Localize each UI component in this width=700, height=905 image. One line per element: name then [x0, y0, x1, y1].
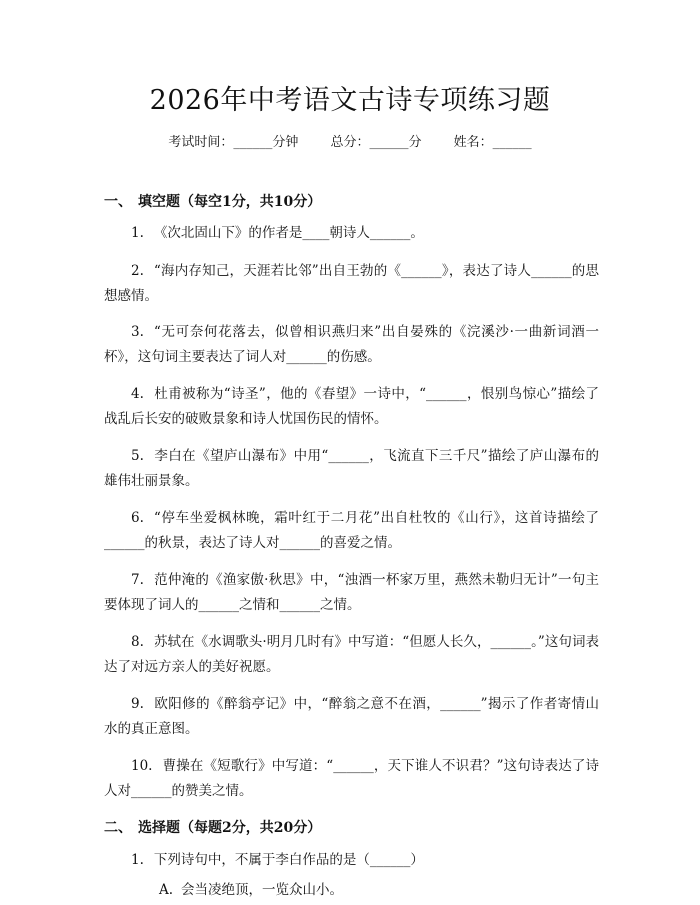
question-number: 4.: [131, 386, 144, 402]
question-number: 5.: [131, 448, 144, 464]
question-text: 曹操在《短歌行》中写道：“______，天下谁人不识君？”这句诗表达了诗人对______的赞美之情。: [104, 758, 599, 799]
question-item: [104, 382, 599, 432]
question-item: [104, 320, 599, 370]
answer-option: [159, 878, 343, 898]
question-number: 8.: [131, 634, 144, 650]
question-number: 6.: [131, 510, 144, 526]
question-number: 1.: [131, 225, 144, 241]
question-text: “无可奈何花落去，似曾相识燕归来”出自晏殊的《浣溪沙·一曲新词酒一杯》，这句词主要表达了词人对______的伤感。: [104, 324, 599, 365]
question-number: 9.: [131, 696, 144, 712]
section-number: 一、: [104, 194, 132, 210]
question-item: [104, 630, 599, 680]
exam-meta: [0, 131, 700, 150]
question-text: 欧阳修的《醉翁亭记》中，“醉翁之意不在酒，______”揭示了作者寄情山水的真正意图。: [104, 696, 599, 737]
question-number: 2.: [131, 263, 144, 279]
question-item: [104, 444, 599, 494]
page-title: 2026年中考语文古诗专项练习题: [149, 85, 551, 116]
exam-time-field: 考试时间：______分钟: [168, 135, 299, 150]
question-item: [104, 259, 599, 309]
section-label: 填空题（每空1分，共10分）: [138, 194, 322, 210]
question-text: “海内存知己，天涯若比邻”出自王勃的《______》，表达了诗人______的思想感情。: [104, 263, 599, 304]
question-item: [104, 754, 599, 804]
question-item: [104, 692, 599, 742]
option-text: 会当凌绝顶，一览众山小。: [181, 882, 344, 898]
section-heading-fill-blank: [104, 191, 321, 211]
question-number: 1.: [131, 852, 144, 868]
question-text: “停车坐爱枫林晚，霜叶红于二月花”出自杜牧的《山行》，这首诗描绘了______的秋景，表达了诗人对______的喜爱之情。: [104, 510, 599, 551]
question-text: 《次北固山下》的作者是____朝诗人______。: [153, 225, 424, 241]
question-text: 范仲淹的《渔家傲·秋思》中，“浊酒一杯家万里，燕然未勒归无计”一句主要体现了词人的______之情和______之情。: [104, 572, 599, 613]
section-label: 选择题（每题2分，共20分）: [138, 820, 322, 836]
question-number: 3.: [131, 324, 144, 340]
question-number: 7.: [131, 572, 144, 588]
question-text: 杜甫被称为“诗圣”，他的《春望》一诗中，“______，恨别鸟惊心”描绘了战乱后长安的破败景象和诗人忧国伤民的情怀。: [104, 386, 599, 427]
option-letter: A.: [159, 882, 174, 898]
question-item: [104, 568, 599, 618]
total-score-field: 总分：______分: [330, 135, 422, 150]
question-item: [104, 506, 599, 556]
question-number: 10.: [131, 758, 153, 774]
question-item: [104, 221, 599, 246]
section-heading-multiple-choice: [104, 817, 321, 837]
section-number: 二、: [104, 820, 132, 836]
question-text: 苏轼在《水调歌头·明月几时有》中写道：“但愿人长久，______。”这句词表达了对远方亲人的美好祝愿。: [104, 634, 599, 675]
question-text: 下列诗句中，不属于李白作品的是（______）: [153, 852, 424, 868]
name-field: 姓名：______: [453, 135, 532, 150]
question-text: 李白在《望庐山瀑布》中用“______，飞流直下三千尺”描绘了庐山瀑布的雄伟壮丽景象。: [104, 448, 599, 489]
question-item: [104, 848, 599, 873]
